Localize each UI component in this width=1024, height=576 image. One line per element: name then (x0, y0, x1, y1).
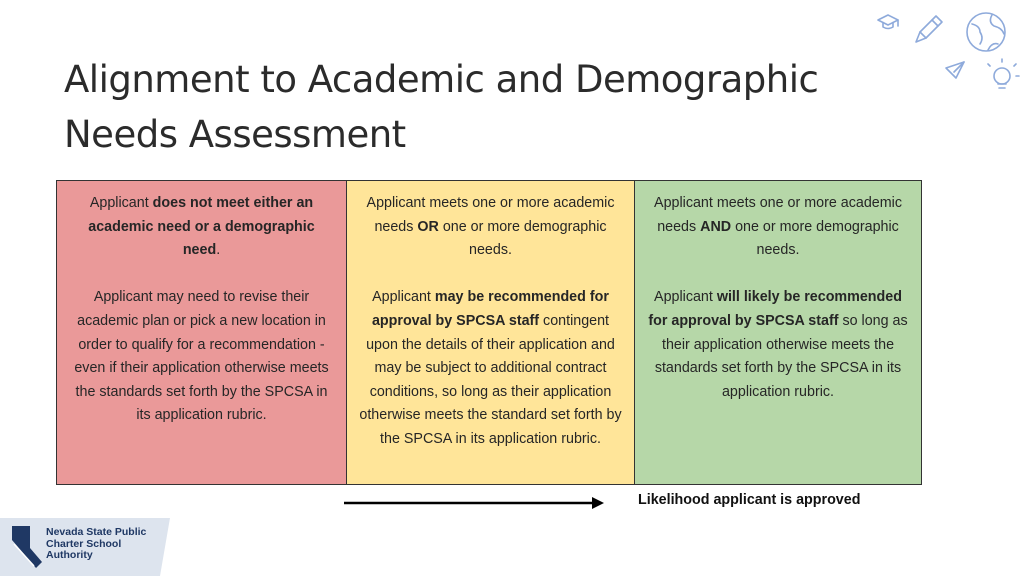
logo-line-2: Charter School (46, 537, 122, 550)
summary-text: one or more demographic needs. (438, 218, 607, 259)
globe-icon (967, 13, 1005, 51)
detail-bold-text: will likely be recommended for approval by SPCSA staff (648, 289, 902, 329)
summary-text: Applicant meets one or more academic needs (654, 195, 902, 235)
graduation-cap-icon (878, 15, 898, 29)
column-either-need (346, 181, 634, 484)
logo-line-3: Authority (46, 549, 93, 561)
column-no-need (57, 181, 346, 484)
summary-bold-text: OR (417, 218, 439, 235)
paper-plane-icon (946, 62, 964, 78)
summary-bold-text: does not meet either an academic need or a demographic need (88, 195, 315, 259)
slide-title-line-2: Needs Assessment (64, 113, 406, 156)
detail-bold-text: may be recommended for approval by SPCSA staff (371, 289, 609, 329)
lightbulb-icon (988, 59, 1019, 88)
detail-text: Applicant (654, 289, 717, 306)
column-no-need-detail: Applicant may need to revise their academic plan or pick a new location in order to qualify for a recommendation - even if their application otherwise meets the standards set forth by the SPCSA in its application rubric. (74, 289, 329, 424)
detail-text: contingent upon the details of their application and may be subject to additional contract conditions, so long as their application otherwise meets the standard set forth by the SPCSA in its application rubric. (359, 312, 622, 447)
column-either-need-detail (359, 286, 622, 451)
summary-text: Applicant meets one or more academic needs (366, 195, 615, 235)
pencil-icon (916, 16, 942, 42)
likelihood-label: Likelihood applicant is approved (638, 492, 861, 508)
education-icons (868, 4, 1024, 96)
column-either-need-summary (359, 192, 622, 263)
logo-line-1: Nevada State Public (46, 526, 147, 538)
detail-text: so long as their application otherwise meets the standards set forth by the SPCSA in its application rubric. (654, 312, 908, 400)
detail-text: Applicant (372, 289, 435, 306)
column-both-needs-summary (647, 192, 909, 263)
column-both-needs (634, 181, 921, 484)
summary-text: one or more demographic needs. (731, 218, 899, 259)
summary-bold-text: AND (700, 218, 732, 235)
slide-title (64, 52, 884, 162)
summary-text: . (216, 242, 221, 259)
column-both-needs-detail (647, 286, 909, 404)
likelihood-arrow-icon (344, 494, 606, 512)
column-no-need-summary (69, 192, 334, 263)
nevada-state-icon (10, 524, 44, 570)
assessment-table (56, 180, 922, 485)
summary-text: Applicant (89, 195, 153, 211)
slide-title-line-1: Alignment to Academic and Demographic (64, 58, 819, 101)
logo-text (46, 527, 166, 562)
